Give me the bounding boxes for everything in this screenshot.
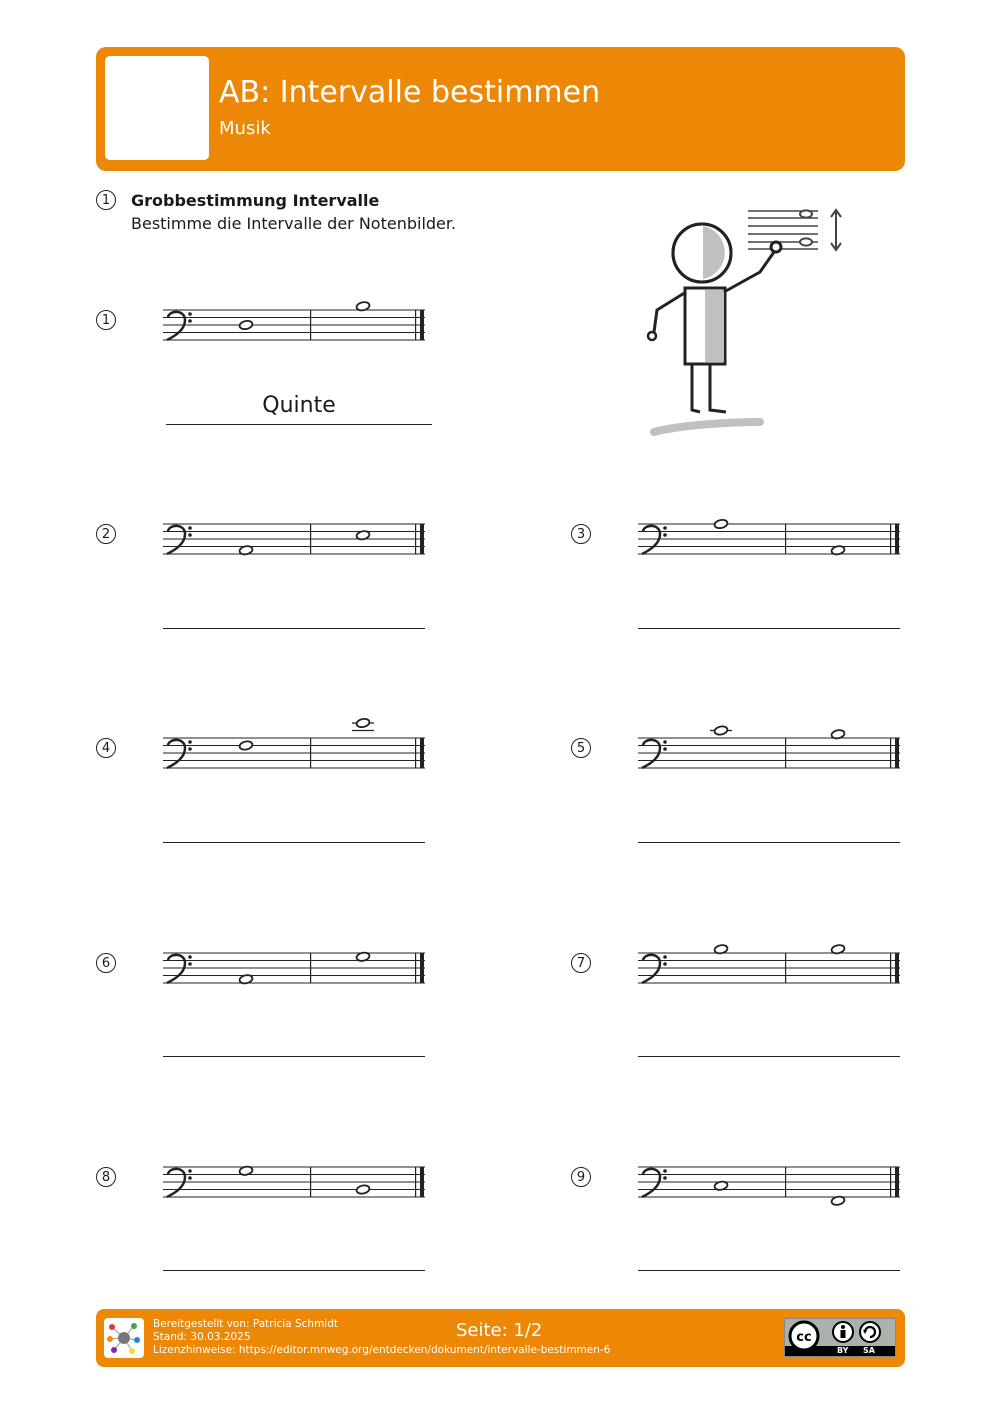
header-banner xyxy=(96,47,905,171)
bass-clef-icon xyxy=(642,740,660,768)
barline xyxy=(310,738,311,768)
bass-clef-icon xyxy=(167,1169,185,1197)
music-staff xyxy=(163,1163,427,1203)
clef-dot xyxy=(188,747,192,751)
footer-bar xyxy=(96,1309,905,1367)
whole-note xyxy=(239,320,253,331)
barline xyxy=(895,524,899,554)
task-title: Grobbestimmung Intervalle xyxy=(131,191,380,210)
clef-dot xyxy=(188,1176,192,1180)
answer-text: Quinte xyxy=(262,393,336,418)
answer-line[interactable] xyxy=(638,628,900,629)
answer-line[interactable] xyxy=(638,842,900,843)
cc-by-label: BY xyxy=(837,1346,849,1355)
exercise-number: 7 xyxy=(571,953,591,973)
answer-line[interactable] xyxy=(638,1056,900,1057)
footer-date: Stand: 30.03.2025 xyxy=(153,1331,251,1343)
barline xyxy=(415,524,416,554)
barline xyxy=(420,1167,424,1197)
barline xyxy=(415,310,416,340)
page-number: Seite: 1/2 xyxy=(456,1320,543,1341)
page-subject: Musik xyxy=(219,118,271,139)
page-title: AB: Intervalle bestimmen xyxy=(219,75,601,110)
bass-clef-icon xyxy=(642,955,660,983)
clef-dot xyxy=(188,533,192,537)
whole-note xyxy=(239,740,253,751)
exercise-number: 9 xyxy=(571,1167,591,1187)
barline xyxy=(415,1167,416,1197)
music-staff xyxy=(163,734,427,774)
barline xyxy=(420,953,424,983)
barline xyxy=(890,953,891,983)
barline xyxy=(785,738,786,768)
barline xyxy=(420,310,424,340)
network-logo-icon xyxy=(104,1318,144,1358)
whole-note xyxy=(356,718,370,729)
music-staff xyxy=(638,949,902,989)
clef-dot xyxy=(663,740,667,744)
clef-dot xyxy=(188,319,192,323)
footer-license-link[interactable]: Lizenzhinweise: https://editor.mnweg.org/entdecken/dokument/intervalle-bestimmen-6 xyxy=(153,1344,611,1356)
bass-clef-icon xyxy=(167,312,185,340)
music-staff xyxy=(163,520,427,560)
exercise-number: 8 xyxy=(96,1167,116,1187)
clef-dot xyxy=(663,955,667,959)
barline xyxy=(785,524,786,554)
barline xyxy=(895,1167,899,1197)
music-staff xyxy=(163,306,427,346)
clef-dot xyxy=(663,962,667,966)
footer-provided-by: Bereitgestellt von: Patricia Schmidt xyxy=(153,1318,339,1330)
bass-clef-icon xyxy=(642,526,660,554)
answer-line[interactable] xyxy=(163,1056,425,1057)
task-number: 1 xyxy=(96,190,116,210)
logo-placeholder xyxy=(105,56,209,160)
barline xyxy=(420,738,424,768)
music-staff xyxy=(638,1163,902,1203)
mnweg-logo xyxy=(104,1318,144,1358)
barline xyxy=(895,953,899,983)
music-staff xyxy=(638,734,902,774)
clef-dot xyxy=(188,526,192,530)
barline xyxy=(310,310,311,340)
whole-note xyxy=(714,725,728,736)
clef-dot xyxy=(663,1176,667,1180)
barline xyxy=(785,953,786,983)
answer-line[interactable] xyxy=(638,1270,900,1271)
barline xyxy=(310,1167,311,1197)
svg-text:cc: cc xyxy=(796,1330,812,1345)
barline xyxy=(415,953,416,983)
barline xyxy=(890,524,891,554)
clef-dot xyxy=(188,1169,192,1173)
clef-dot xyxy=(663,1169,667,1173)
exercise-number: 2 xyxy=(96,524,116,544)
answer-line[interactable] xyxy=(163,628,425,629)
barline xyxy=(310,524,311,554)
bass-clef-icon xyxy=(167,955,185,983)
barline xyxy=(420,524,424,554)
clef-dot xyxy=(663,747,667,751)
clef-dot xyxy=(188,740,192,744)
music-staff xyxy=(638,520,902,560)
cc-sa-label: SA xyxy=(863,1346,875,1355)
barline xyxy=(895,738,899,768)
barline xyxy=(785,1167,786,1197)
stick-figure-illustration xyxy=(640,200,860,450)
clef-dot xyxy=(663,533,667,537)
barline xyxy=(890,738,891,768)
exercise-number: 3 xyxy=(571,524,591,544)
exercise-number: 6 xyxy=(96,953,116,973)
answer-line[interactable] xyxy=(163,842,425,843)
clef-dot xyxy=(188,962,192,966)
exercise-number: 5 xyxy=(571,738,591,758)
whole-note xyxy=(714,519,728,530)
clef-dot xyxy=(188,955,192,959)
clef-dot xyxy=(663,526,667,530)
answer-line[interactable] xyxy=(163,1270,425,1271)
answer-line[interactable] xyxy=(166,424,432,425)
barline xyxy=(415,738,416,768)
music-staff xyxy=(163,949,427,989)
cc-by-sa-icon[interactable] xyxy=(784,1318,896,1357)
clef-dot xyxy=(188,312,192,316)
bass-clef-icon xyxy=(642,1169,660,1197)
task-instruction: Bestimme die Intervalle der Notenbilder. xyxy=(131,214,457,233)
barline xyxy=(890,1167,891,1197)
bass-clef-icon xyxy=(167,740,185,768)
exercise-number: 4 xyxy=(96,738,116,758)
barline xyxy=(310,953,311,983)
whole-note xyxy=(356,1184,370,1195)
bass-clef-icon xyxy=(167,526,185,554)
exercise-number: 1 xyxy=(96,310,116,330)
